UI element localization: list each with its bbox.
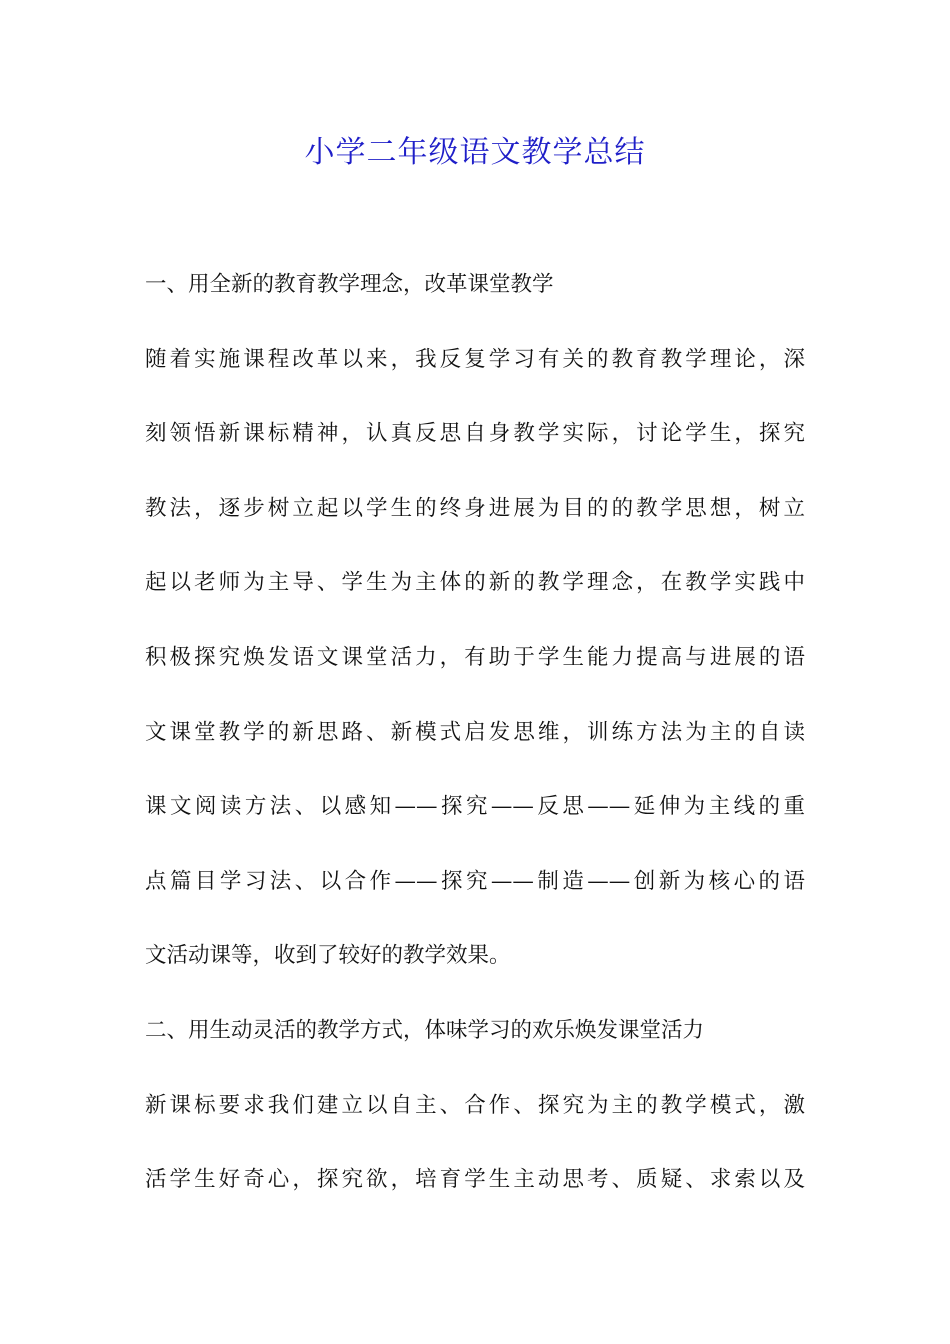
heading-section-2: 二、用生动灵活的教学方式，体味学习的欢乐焕发课堂活力 bbox=[145, 1017, 705, 1043]
paragraph-line: 课文阅读方法、以感知——探究——反思——延伸为主线的重 bbox=[145, 794, 805, 820]
paragraph-line: 点篇目学习法、以合作——探究——制造——创新为核心的语 bbox=[145, 868, 805, 894]
paragraph-line: 积极探究焕发语文课堂活力，有助于学生能力提高与进展的语 bbox=[145, 644, 805, 670]
heading-section-1: 一、用全新的教育教学理念，改革课堂教学 bbox=[145, 272, 554, 297]
paragraph-line: 起以老师为主导、学生为主体的新的教学理念，在教学实践中 bbox=[145, 570, 805, 596]
paragraph-line: 刻领悟新课标精神，认真反思自身教学实际，讨论学生，探究 bbox=[145, 421, 805, 447]
paragraph-line: 教法，逐步树立起以学生的终身进展为目的的教学思想，树立 bbox=[145, 495, 805, 521]
paragraph-line: 文课堂教学的新思路、新模式启发思维，训练方法为主的自读 bbox=[145, 719, 805, 745]
paragraph-line: 新课标要求我们建立以自主、合作、探究为主的教学模式，激 bbox=[145, 1092, 805, 1118]
document-body bbox=[145, 263, 805, 1233]
paragraph-line: 活学生好奇心，探究欲，培育学生主动思考、质疑、求索以及 bbox=[145, 1167, 805, 1193]
paragraph-line: 随着实施课程改革以来，我反复学习有关的教育教学理论，深 bbox=[145, 346, 805, 372]
paragraph-line-last: 文活动课等，收到了较好的教学效果。 bbox=[145, 943, 511, 969]
document-title: 小学二年级语文教学总结 bbox=[304, 135, 646, 170]
